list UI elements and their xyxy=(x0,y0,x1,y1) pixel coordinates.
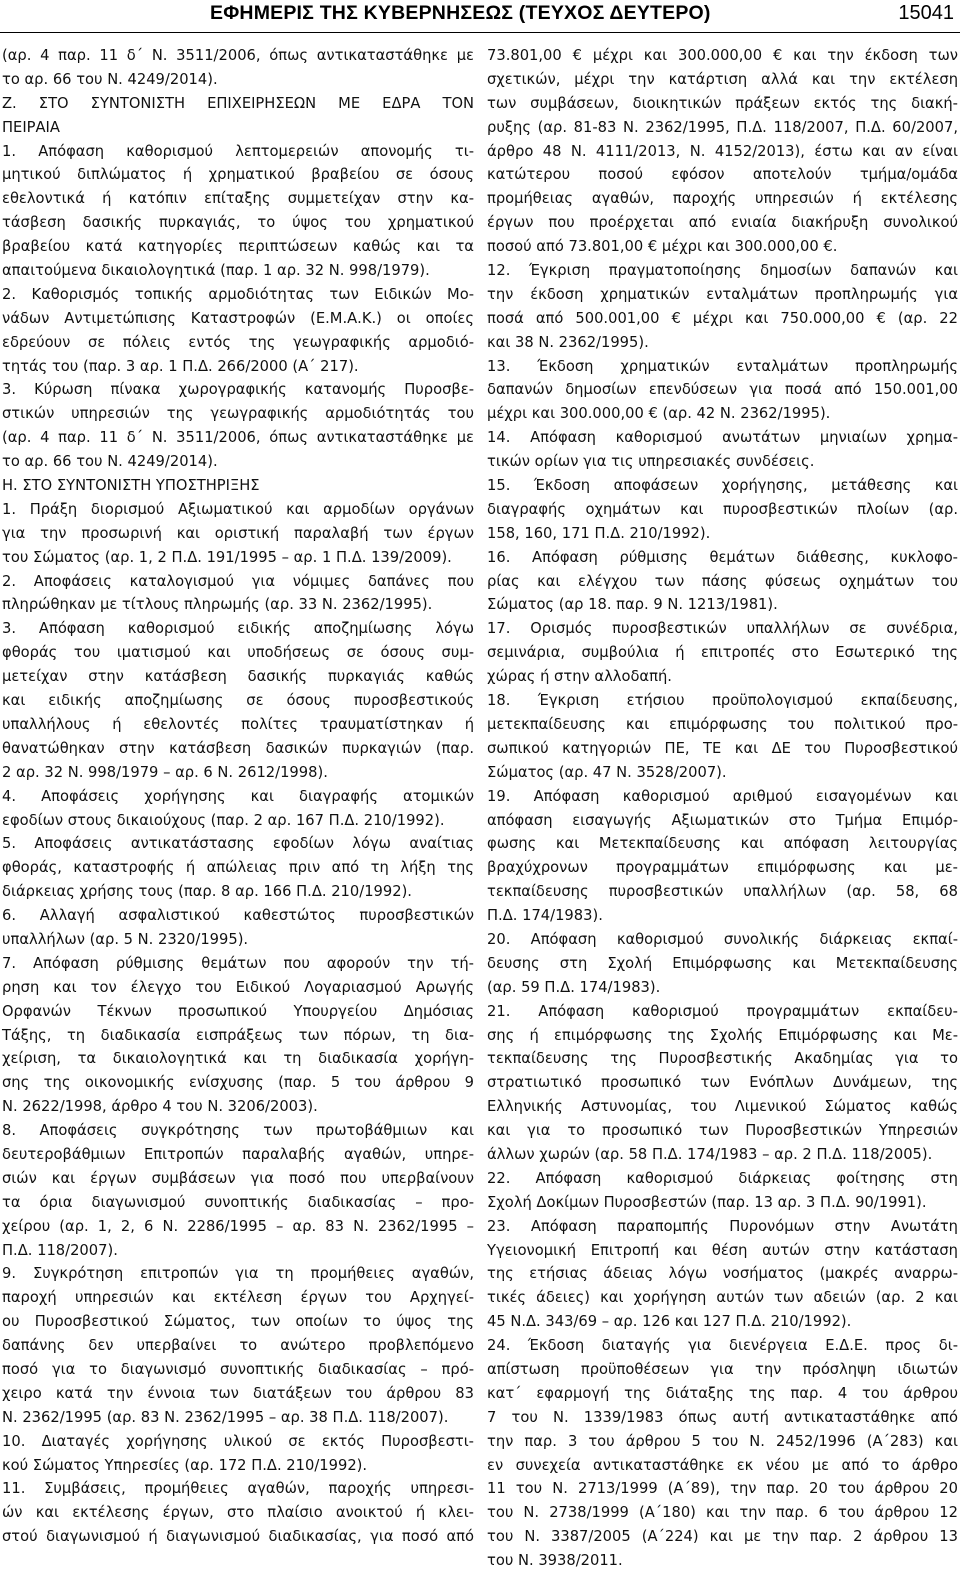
text-line: 19. Απόφαση καθορισμού αριθμού εισαγομένων και xyxy=(487,787,958,805)
text-line: του Ν. 3938/2011. xyxy=(487,1552,623,1570)
text-line: 4. Αποφάσεις χορήγησης και διαγραφής ατομικών xyxy=(2,787,474,805)
text-line: (αρ. 4 παρ. 11 δ΄ Ν. 3511/2006, όπως αντικαταστάθηκε με xyxy=(2,47,474,64)
text-line: νάδων Αντιμετώπισης Καταστροφών (Ε.Μ.Α.Κ.) οι οποίες xyxy=(2,309,474,327)
text-line: δαπάνης δεν υπερβαίνει το ανώτερο προβλεπόμενο xyxy=(2,1337,474,1355)
text-line: έργων που προέρχεται από ενιαία διακήρυξη συνολικού xyxy=(487,214,958,232)
page-header xyxy=(0,0,960,36)
text-line: κού Σώματος Υπηρεσίες (αρ. 172 Π.Δ. 210/1992). xyxy=(2,1456,368,1474)
text-line: πληρώθηκαν με τίτλους πληρωμής (αρ. 33 Ν. 2362/1995). xyxy=(2,596,433,614)
text-line: και ειδικής αποζημίωσης σε όσους πυροσβεστικούς xyxy=(2,692,474,710)
text-line: 20. Απόφαση καθορισμού συνολικής διάρκειας εκπαί- xyxy=(487,930,958,948)
text-line: 5. Αποφάσεις αντικατάστασης εφοδίων λόγω αναίτιας xyxy=(2,835,474,853)
text-line: σχετικών, μέχρι την κατάρτιση αλλά και την εκτέλεση xyxy=(487,70,958,88)
text-line: 14. Απόφαση καθορισμού ανωτάτων μηνιαίων χρημα- xyxy=(487,429,958,447)
text-line: ρυξης (αρ. 81-83 Ν. 2362/1995, Π.Δ. 118/2007, Π.Δ. 60/2007, xyxy=(487,118,958,136)
text-line: απίστωση προϋποθέσεων για την πρόσληψη ιδιωτών xyxy=(487,1360,958,1378)
right-column xyxy=(487,44,958,1573)
text-line: εν συνεχεία αντικαταστάθηκε εκ νέου με από το άρθρο xyxy=(487,1456,958,1474)
text-line: (αρ. 59 Π.Δ. 174/1983). xyxy=(487,978,661,996)
text-line: φωσης και Μετεκπαίδευσης και απόφαση λειτουργίας xyxy=(487,835,958,853)
text-line: χειρο κατά την έννοια των διατάξεων του άρθρου 83 xyxy=(2,1384,474,1402)
text-line: 45 Ν.Δ. 343/69 – αρ. 126 και 127 Π.Δ. 210/1992). xyxy=(487,1313,852,1331)
text-line: 7 του Ν. 1339/1983 όπως αυτή αντικαταστάθηκε από xyxy=(487,1408,958,1426)
text-line: χώρας ή στην αλλοδαπή. xyxy=(487,668,672,686)
text-line: των συμβάσεων, διοικητικών πράξεων εκτός της διακή- xyxy=(487,94,958,112)
text-line: 2. Καθορισμός τοπικής αρμοδιότητας των Ειδικών Μο- xyxy=(2,285,474,303)
text-line: φθοράς του ιματισμού και υποδήσεως σε όσους συμ- xyxy=(2,644,474,662)
text-line: μητικού διπλώματος ή χρηματικού βραβείου σε όσους xyxy=(2,166,474,184)
text-line: σης της οικονομικής ενίσχυσης (παρ. 5 του άρθρου 9 xyxy=(2,1074,474,1092)
text-line: 9. Συγκρότηση επιτροπών για τη προμήθειες αγαθών, xyxy=(2,1265,474,1283)
text-line: μετεκπαίδευσης και επιμόρφωσης του πολιτικού προ- xyxy=(487,715,958,733)
text-line: Σχολή Δοκίμων Πυροσβεστών (παρ. 13 αρ. 3 Π.Δ. 90/1991). xyxy=(487,1193,927,1211)
text-line: για την προσωρινή και οριστική παραλαβή των έργων xyxy=(2,524,474,542)
text-line: 11. Συμβάσεις, προμήθειες αγαθών, παροχής υπηρεσι- xyxy=(2,1480,474,1498)
text-line: Ν. 2622/1998, άρθρο 4 του Ν. 3206/2003). xyxy=(2,1098,318,1116)
text-line: εφοδίων στους δικαιούχους (παρ. 2 αρ. 167 Π.Δ. 210/1992). xyxy=(2,811,445,829)
text-line: βραβείου κατά κατηγορίες περιπτώσεων καθώς και τα xyxy=(2,238,474,256)
text-line: σιών και έργων συμβάσεων για ποσό που υπερβαίνουν xyxy=(2,1169,474,1187)
text-line: Σώματος (αρ 18. παρ. 9 Ν. 1213/1981). xyxy=(487,596,778,614)
text-line: τεκπαίδευσης της Πυροσβεστικής Ακαδημίας για το xyxy=(487,1050,958,1068)
text-line: μέχρι και 300.000,00 € (αρ. 42 Ν. 2362/1995). xyxy=(487,405,831,423)
text-line: Ελληνικής Αστυνομίας, του Λιμενικού Σώματος καθώς xyxy=(487,1098,958,1116)
text-line: Ζ. ΣΤΟ ΣΥΝΤΟΝΙΣΤΗ ΕΠΙΧΕΙΡΗΣΕΩΝ ΜΕ ΕΔΡΑ ΤΟΝ xyxy=(2,94,474,112)
text-line: 22. Απόφαση καθορισμού διάρκειας φοίτησης στη xyxy=(487,1169,958,1187)
text-line: του Ν. 3387/2005 (Α΄224) και με την παρ. 2 άρθρου 13 xyxy=(487,1528,958,1546)
text-line: ών και εκτέλεσης έργων, στο πλαίσιο ανοικτού ή κλει- xyxy=(2,1504,474,1522)
text-line: του Σώματος (αρ. 1, 2 Π.Δ. 191/1995 – αρ. 1 Π.Δ. 139/2009). xyxy=(2,548,452,566)
text-line: 17. Ορισμός πυροσβεστικών υπαλλήλων σε συνέδρια, xyxy=(487,620,958,638)
text-line: υπαλλήλων (αρ. 5 Ν. 2320/1995). xyxy=(2,930,249,948)
left-column xyxy=(2,44,474,1549)
text-line: 15. Έκδοση αποφάσεων χορήγησης, μετάθεσης και xyxy=(487,477,958,495)
text-line: διαγραφής οχημάτων και πυροσβεστικών πλοίων (αρ. xyxy=(487,500,958,518)
text-line: χείριση, τα δικαιολογητικά και τη διαδικασία χορήγη- xyxy=(2,1050,474,1068)
text-line: υπαλλήλους ή εθελοντές πολίτες τραυματίστηκαν ή xyxy=(2,715,474,733)
text-line: στού διαγωνισμού ή διαγωνισμού διαδικασίας, για ποσό από xyxy=(2,1528,474,1546)
text-line: 2 αρ. 32 Ν. 998/1979 – αρ. 6 Ν. 2612/1998). xyxy=(2,763,328,781)
text-line: 7. Απόφαση ρύθμισης θεμάτων που αφορούν την τή- xyxy=(2,954,474,972)
text-line: 13. Έκδοση χρηματικών ενταλμάτων προπληρωμής xyxy=(487,357,958,375)
text-line: Ν. 2362/1995 (αρ. 83 Ν. 2362/1995 – αρ. 38 Π.Δ. 118/2007). xyxy=(2,1408,449,1426)
text-line: (αρ. 4 παρ. 11 δ΄ Ν. 3511/2006, όπως αντικαταστάθηκε με xyxy=(2,429,474,447)
text-line: δαπανών δημοσίων επενδύσεων για ποσά από 150.001,00 xyxy=(487,381,958,399)
page-number: 15041 xyxy=(898,2,954,24)
text-line: φθοράς, καταστροφής ή απώλειας πριν από τη λήξη της xyxy=(2,859,474,877)
text-line: την παρ. 3 του άρθρου 5 του Ν. 2452/1996 (Α΄283) και xyxy=(487,1432,958,1450)
text-line: σης ή επιμόρφωσης της Σχολής Επιμόρφωσης και Με- xyxy=(487,1026,958,1044)
text-line: άλλων χωρών (αρ. 58 Π.Δ. 174/1983 – αρ. 2 Π.Δ. 118/2005). xyxy=(487,1145,933,1163)
text-line: ρηση και τον έλεγχο του Ειδικού Λογαριασμού Αρωγής xyxy=(2,978,474,996)
text-line: 21. Απόφαση καθορισμού προγραμμάτων εκπαίδευ- xyxy=(487,1002,958,1020)
text-line: ποσά από 500.001,00 € μέχρι και 750.000,00 € (αρ. 22 xyxy=(487,309,958,327)
text-line: το αρ. 66 του Ν. 4249/2014). xyxy=(2,453,218,471)
text-line: απόφαση εισαγωγής Αξιωματικών στο Τμήμα Επιμόρ- xyxy=(487,811,958,829)
text-line: ποσό για το διαγωνισμό συνοπτικής διαδικασίας – πρό- xyxy=(2,1360,474,1378)
text-line: Π.Δ. 174/1983). xyxy=(487,907,603,925)
text-line: 3. Κύρωση πίνακα χωρογραφικής κατανομής Πυροσβε- xyxy=(2,381,474,399)
text-line: 3. Απόφαση καθορισμού ειδικής αποζημίωσης λόγω xyxy=(2,620,474,638)
text-line: δευτεροβάθμιων Επιτροπών παραλαβής αγαθών, υπηρε- xyxy=(2,1145,474,1163)
text-line: σεμινάρια, συμβούλια ή επιτροπές στο Εσωτερικό της xyxy=(487,644,958,662)
gazette-title: ΕΦΗΜΕΡΙΣ ΤΗΣ ΚΥΒΕΡΝΗΣΕΩΣ (ΤΕΥΧΟΣ ΔΕΥΤΕΡΟ) xyxy=(210,2,711,24)
text-line: παροχή υπηρεσιών και εκτέλεση έργων του Αρχηγεί- xyxy=(2,1289,474,1307)
text-line: ου Πυροσβεστικού Σώματος, των οποίων το ύψος της xyxy=(2,1313,474,1331)
text-line: 73.801,00 € μέχρι και 300.000,00 € και την έκδοση των xyxy=(487,47,958,64)
text-line: τάσβεση δασικής πυρκαγιάς, το ύψος του χρηματικού xyxy=(2,214,474,232)
text-line: τητάς του (παρ. 3 αρ. 1 Π.Δ. 266/2000 (Α΄ 217). xyxy=(2,357,359,375)
text-line: κατ΄ εφαρμογή της διάταξης της παρ. 4 του άρθρου xyxy=(487,1384,958,1402)
text-line: του Ν. 2738/1999 (Α΄180) και την παρ. 6 του άρθρου 12 xyxy=(487,1504,958,1522)
text-line: άρθρο 48 Ν. 4111/2013, Ν. 4152/2013), έστω και αν είναι xyxy=(487,142,958,160)
text-line: 23. Απόφαση παραπομπής Πυρονόμων στην Ανωτάτη xyxy=(487,1217,958,1235)
text-line: βραχύχρονων προγραμμάτων επιμόρφωσης και με- xyxy=(487,859,958,877)
text-line: Ορφανών Τέκνων προσωπικού Υπουργείου Δημόσιας xyxy=(2,1002,474,1020)
text-line: τεκπαίδευσης πυροσβεστικών υπαλλήλων (αρ. 58, 68 xyxy=(487,883,958,901)
text-line: μετείχαν στην κατάσβεση δασικής πυρκαγιάς καθώς xyxy=(2,668,474,686)
text-line: και για το προσωπικό των Πυροσβεστικών Υπηρεσιών xyxy=(487,1122,958,1140)
text-line: κατώτερου ποσού εφόσον αποτελούν τμήμα/ομάδα xyxy=(487,166,958,184)
text-line: 6. Αλλαγή ασφαλιστικού καθεστώτος πυροσβεστικών xyxy=(2,907,474,925)
text-line: 1. Πράξη διορισμού Αξιωματικού και αρμοδίων οργάνων xyxy=(2,500,474,518)
text-line: 12. Έγκριση πραγματοποίησης δημοσίων δαπανών και xyxy=(487,262,958,280)
text-line: σωπικού κατηγοριών ΠΕ, ΤΕ και ΔΕ του Πυροσβεστικού xyxy=(487,739,958,757)
text-line: τα όρια διαγωνισμού συνοπτικής διαδικασίας – προ- xyxy=(2,1193,474,1211)
text-line: διάρκειας χρήσης τους (παρ. 8 αρ. 166 Π.Δ. 210/1992). xyxy=(2,883,412,901)
text-line: 158, 160, 171 Π.Δ. 210/1992). xyxy=(487,524,711,542)
text-line: στρατιωτικό προσωπικό των Ενόπλων Δυνάμεων, της xyxy=(487,1074,958,1092)
text-line: απαιτούμενα δικαιολογητικά (παρ. 1 αρ. 32 Ν. 998/1979). xyxy=(2,262,430,280)
text-line: 18. Έγκριση ετήσιου προϋπολογισμού εκπαίδευσης, xyxy=(487,692,958,710)
text-line: Υγειονομική Επιτροπή και θέση αυτών στην κατάσταση xyxy=(487,1241,958,1259)
text-line: Π.Δ. 118/2007). xyxy=(2,1241,118,1259)
text-line: 24. Έκδοση διαταγής για διενέργεια Ε.Δ.Ε. προς δι- xyxy=(487,1337,958,1355)
text-line: τικών ορίων για τις υπηρεσιακές συνδέσεις. xyxy=(487,453,815,471)
text-line: 16. Απόφαση ρύθμισης θεμάτων διάθεσης, κυκλοφο- xyxy=(487,548,958,566)
text-line: στικών υπηρεσιών της γεωγραφικής αρμοδιότητάς του xyxy=(2,405,474,423)
text-line: τικές άδειες) και χορήγηση αυτών των αδειών (αρ. 2 και xyxy=(487,1289,958,1307)
text-line: 1. Απόφαση καθορισμού λεπτομερειών απονομής τι- xyxy=(2,142,474,160)
text-line: και 38 Ν. 2362/1995). xyxy=(487,333,649,351)
text-line: 2. Αποφάσεις καταλογισμού για νόμιμες δαπάνες που xyxy=(2,572,474,590)
text-line: ποσού από 73.801,00 € μέχρι και 300.000,00 €. xyxy=(487,238,838,256)
text-line: ρίας και ελέγχου των πάσης φύσεως οχημάτων του xyxy=(487,572,958,590)
text-line: εδρεύουν σε πόλεις εντός της γεωγραφικής αρμοδιό- xyxy=(2,333,474,351)
text-line: 8. Αποφάσεις συγκρότησης των πρωτοβάθμιων και xyxy=(2,1122,474,1140)
text-line: το αρ. 66 του Ν. 4249/2014). xyxy=(2,70,218,88)
text-line: δευσης στη Σχολή Επιμόρφωσης και Μετεκπαίδευσης xyxy=(487,954,958,972)
text-line: Τάξης, τη διαδικασία εισπράξεως των πόρων, τη δια- xyxy=(2,1026,474,1044)
text-line: ΠΕΙΡΑΙΑ xyxy=(2,118,60,136)
text-line: Σώματος (αρ. 47 Ν. 3528/2007). xyxy=(487,763,727,781)
text-line: της ετήσιας άδειας λόγω νοσήματος (μακρές αναρρω- xyxy=(487,1265,958,1283)
text-line: την έκδοση χρηματικών ενταλμάτων προπληρωμής για xyxy=(487,285,958,303)
text-line: προμήθειας αγαθών, παροχής υπηρεσιών ή εκτέλεσης xyxy=(487,190,958,208)
header-rule xyxy=(0,32,960,33)
text-line: θανατώθηκαν στην κατάσβεση δασικών πυρκαγιών (παρ. xyxy=(2,739,474,757)
text-line: Η. ΣΤΟ ΣΥΝΤΟΝΙΣΤΗ ΥΠΟΣΤΗΡΙΞΗΣ xyxy=(2,477,260,495)
text-line: 11 του Ν. 2713/1999 (Α΄89), την παρ. 20 του άρθρου 20 xyxy=(487,1480,958,1498)
text-line: 10. Διαταγές χορήγησης υλικού σε εκτός Πυροσβεστι- xyxy=(2,1432,474,1450)
text-line: εθελοντικά ή κατόπιν επίταξης συμμετείχαν στην κα- xyxy=(2,190,474,208)
text-line: χείρου (αρ. 1, 2, 6 Ν. 2286/1995 – αρ. 83 Ν. 2362/1995 – xyxy=(2,1217,474,1235)
